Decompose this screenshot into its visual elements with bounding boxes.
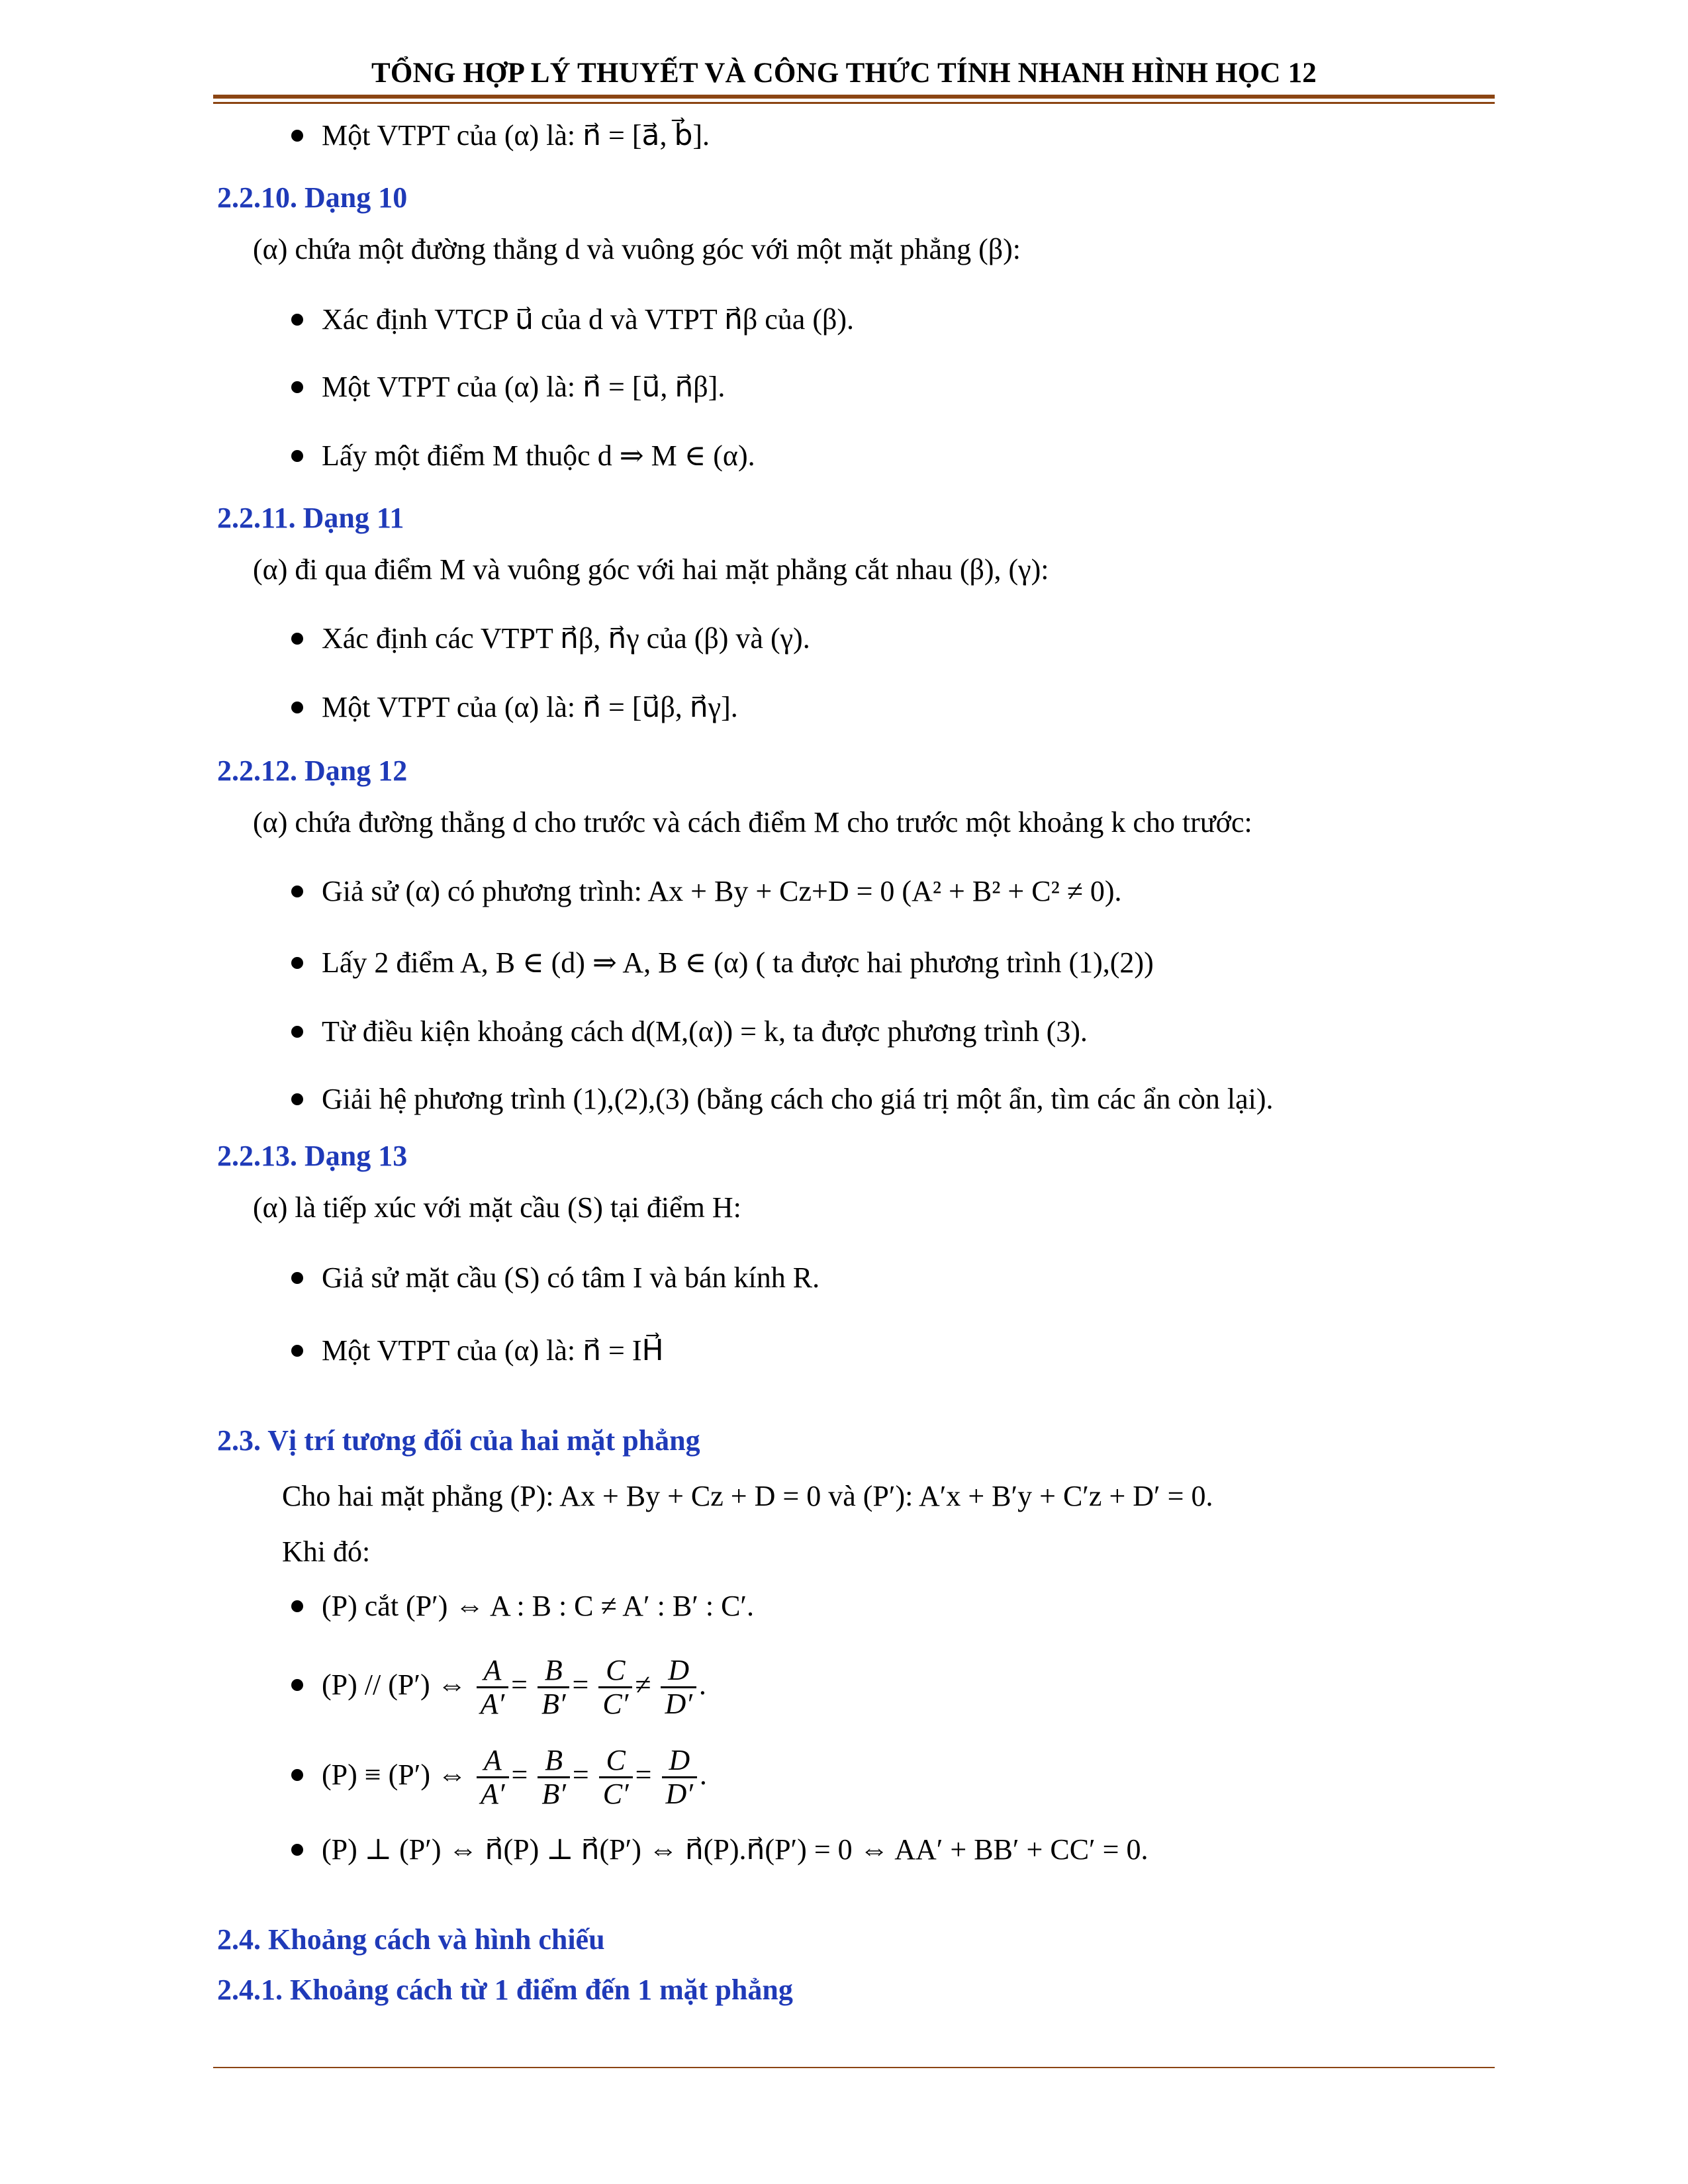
section-heading-2-3: 2.3. Vị trí tương đối của hai mặt phẳng xyxy=(217,1424,700,1457)
fraction: $\frac{C}{C'}$ xyxy=(599,1745,633,1811)
section-heading-dang-12: 2.2.12. Dạng 12 xyxy=(217,754,408,787)
header-rule-thin xyxy=(213,102,1495,104)
dang-10-intro: (α) chứa một đường thẳng d và vuông góc với một mặt phẳng (β): xyxy=(253,233,1021,265)
list-item: Một VTPT của (α) là: n⃗ = [u⃗, n⃗β]. xyxy=(291,371,725,404)
page-header-title: TỔNG HỢP LÝ THUYẾT VÀ CÔNG THỨC TÍNH NHANH HÌNH HỌC 12 xyxy=(371,58,1317,89)
section-heading-2-4: 2.4. Khoảng cách và hình chiếu xyxy=(217,1923,605,1956)
bullet-icon xyxy=(291,381,303,393)
section-heading-dang-11: 2.2.11. Dạng 11 xyxy=(217,502,404,534)
list-item: (P) cắt (P′) ⇔ A : B : C ≠ A′ : B′ : C′. xyxy=(291,1590,754,1623)
section-2-3-intro: Cho hai mặt phẳng (P): Ax + By + Cz + D = 0 và (P′): A′x + B′y + C′z + D′ = 0. xyxy=(282,1480,1213,1512)
fraction: $\frac{A}{A'}$ xyxy=(477,1745,509,1811)
fraction: $\frac{B}{B'}$ xyxy=(538,1655,570,1721)
list-item: Một VTPT của (α) là: n⃗ = [a⃗, b⃗]. xyxy=(291,119,710,153)
dang-12-intro: (α) chứa đường thẳng d cho trước và cách điểm M cho trước một khoảng k cho trước: xyxy=(253,806,1252,839)
section-heading-dang-13: 2.2.13. Dạng 13 xyxy=(217,1140,408,1172)
fraction: $\frac{B}{B'}$ xyxy=(538,1745,570,1811)
list-item-parallel: (P) // (P′) ⇔ $\frac{A}{A'}$ = $\frac{B}{B'}$ = $\frac{C}{C'}$ ≠ $\frac{D}{D'}$ . xyxy=(291,1655,706,1721)
bullet-icon xyxy=(291,633,303,645)
footer-rule xyxy=(213,2067,1495,2068)
header-rule-thick xyxy=(213,95,1495,99)
list-item: Lấy một điểm M thuộc d ⇒ M ∈ (α). xyxy=(291,439,755,473)
list-item: Một VTPT của (α) là: n⃗ = [u⃗β, n⃗γ]. xyxy=(291,691,738,725)
section-2-3-khi-do: Khi đó: xyxy=(282,1535,371,1568)
list-item: Từ điều kiện khoảng cách d(M,(α)) = k, ta được phương trình (3). xyxy=(291,1015,1088,1049)
bullet-icon xyxy=(291,1345,303,1357)
fraction: $\frac{A}{A'}$ xyxy=(477,1655,509,1721)
list-item: Xác định các VTPT n⃗β, n⃗γ của (β) và (γ). xyxy=(291,622,810,656)
list-item-coincident: (P) ≡ (P′) ⇔ $\frac{A}{A'}$ = $\frac{B}{B'}$ = $\frac{C}{C'}$ = $\frac{D}{D'}$ . xyxy=(291,1745,707,1811)
list-item: (P) ⊥ (P′) ⇔ n⃗(P) ⊥ n⃗(P′) ⇔ n⃗(P).n⃗(P′) = 0 ⇔ AA′ + BB′ + CC′ = 0. xyxy=(291,1833,1148,1867)
fraction: $\frac{C}{C'}$ xyxy=(598,1655,632,1721)
section-heading-dang-10: 2.2.10. Dạng 10 xyxy=(217,181,408,214)
bullet-icon xyxy=(291,1272,303,1284)
list-item: Giải hệ phương trình (1),(2),(3) (bằng cách cho giá trị một ẩn, tìm các ẩn còn lại). xyxy=(291,1083,1274,1116)
list-item: Xác định VTCP u⃗ của d và VTPT n⃗β của (β). xyxy=(291,303,854,337)
fraction: $\frac{D}{D'}$ xyxy=(662,1745,697,1811)
bullet-icon xyxy=(291,1600,303,1612)
bullet-icon xyxy=(291,1093,303,1105)
bullet-icon xyxy=(291,886,303,897)
list-item: Giả sử (α) có phương trình: Ax + By + Cz+D = 0 (A² + B² + C² ≠ 0). xyxy=(291,875,1122,909)
dang-13-intro: (α) là tiếp xúc với mặt cầu (S) tại điểm H: xyxy=(253,1191,741,1224)
list-item: Một VTPT của (α) là: n⃗ = IH⃗ xyxy=(291,1334,664,1368)
section-heading-2-4-1: 2.4.1. Khoảng cách từ 1 điểm đến 1 mặt phẳng xyxy=(217,1974,793,2006)
dang-11-intro: (α) đi qua điểm M và vuông góc với hai mặt phẳng cắt nhau (β), (γ): xyxy=(253,553,1049,586)
bullet-icon xyxy=(291,1679,303,1691)
bullet-icon xyxy=(291,450,303,462)
list-item: Lấy 2 điểm A, B ∈ (d) ⇒ A, B ∈ (α) ( ta được hai phương trình (1),(2)) xyxy=(291,946,1154,980)
bullet-icon xyxy=(291,1769,303,1781)
bullet-icon xyxy=(291,130,303,142)
list-item: Giả sử mặt cầu (S) có tâm I và bán kính R. xyxy=(291,1261,820,1295)
bullet-icon xyxy=(291,702,303,713)
bullet-icon xyxy=(291,1844,303,1856)
fraction: $\frac{D}{D'}$ xyxy=(661,1655,696,1721)
bullet-icon xyxy=(291,1026,303,1038)
bullet-icon xyxy=(291,314,303,326)
bullet-icon xyxy=(291,957,303,969)
